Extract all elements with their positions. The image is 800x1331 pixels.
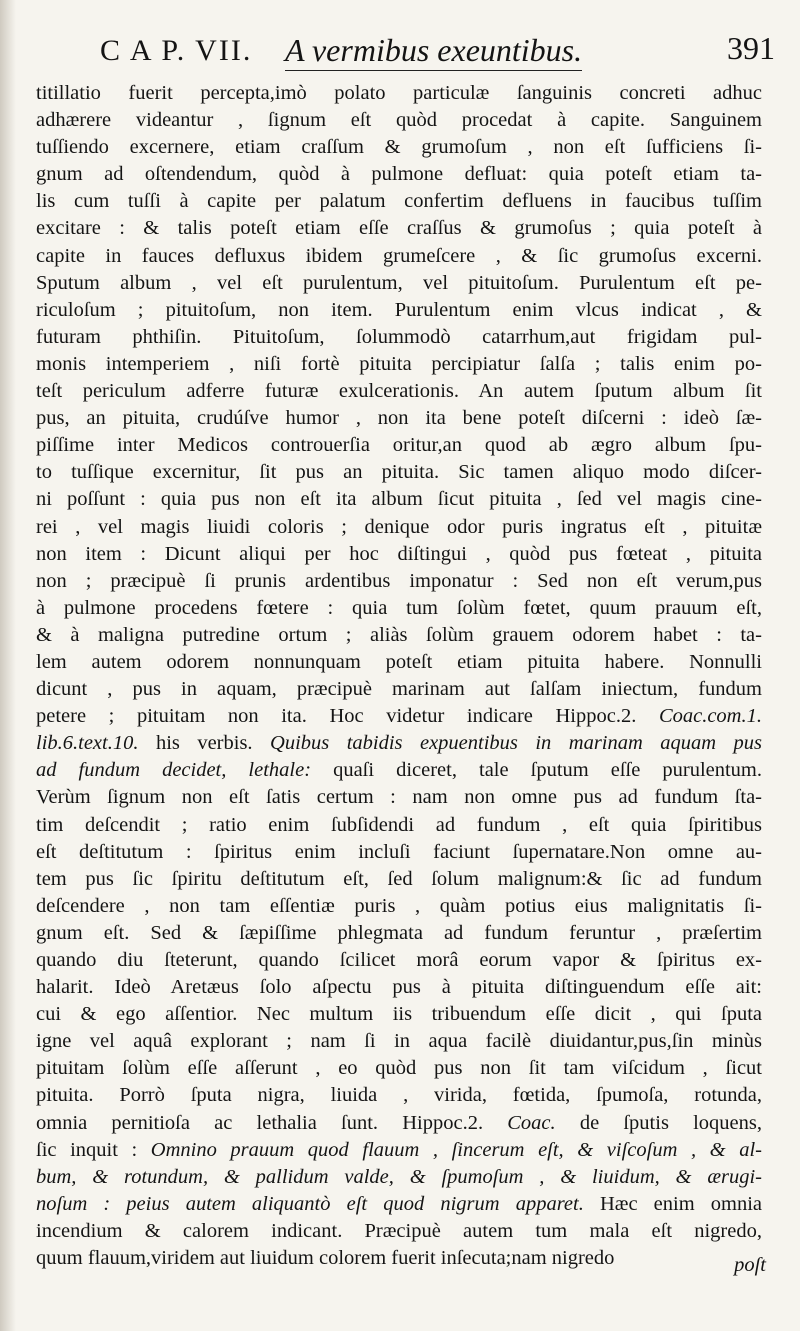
text-run: de ſputis loquens, [555, 1111, 762, 1134]
text-line [36, 161, 762, 188]
text-run: titillatio fuerit percepta,imò polato particulæ ſanguinis concreti adhuc [36, 82, 762, 104]
text-line [36, 243, 762, 270]
text-run: gnum ad oſtendendum, quòd à pulmone defluat: quia poteſt etiam ta- [36, 163, 762, 186]
italic-text-run: Quibus tabidis expuentibus in marinam aquam pus [270, 732, 762, 755]
text-body [36, 80, 762, 1272]
text-run: tuſſiendo excernere, etiam craſſum & grumoſum , non eſt ſufficiens ſi- [36, 136, 762, 159]
text-line [36, 432, 762, 459]
text-run: pus, an pituita, crudúſve humor , non ita bene poteſt diſcerni : ideò ſæ- [36, 407, 762, 430]
text-run: à pulmone procedens fœtere : quia tum ſolùm fœtet, quum prauum eſt, [36, 596, 762, 619]
text-line [36, 351, 762, 378]
text-line [36, 1137, 762, 1164]
text-run: lem autem odorem nonnunquam poteſt etiam pituita habere. Nonnulli [36, 650, 762, 673]
text-line [36, 1028, 762, 1055]
text-run: incendium & calorem indicant. Præcipuè autem tum mala eſt nigredo, [36, 1219, 762, 1242]
text-run: lis cum tuſſi à capite per palatum confertim defluens in faucibus tuſſim [36, 190, 762, 213]
text-line [36, 1001, 762, 1028]
italic-text-run: bum, & rotundum, & pallidum valde, & ſpumoſum , & liuidum, & ærugi- [36, 1165, 762, 1188]
text-line [36, 893, 762, 920]
text-line [36, 324, 762, 351]
text-line [36, 1110, 762, 1137]
text-line [36, 1245, 762, 1272]
text-run: Verùm ſignum non eſt ſatis certum : nam non omne pus ad fundum ſta- [36, 786, 762, 809]
text-run: gnum eſt. Sed & ſæpiſſime phlegmata ad fundum feruntur , præſertim [36, 921, 762, 944]
text-line [36, 1164, 762, 1191]
text-run: & à maligna putredine ortum ; aliàs ſolùm grauem odorem habet : ta- [36, 623, 762, 646]
text-run: halarit. Ideò Aretæus ſolo aſpectu pus à pituita diſtinguendum eſſe ait: [36, 976, 762, 999]
text-line [36, 405, 762, 432]
text-line [36, 649, 762, 676]
text-line [36, 215, 762, 242]
text-line [36, 514, 762, 541]
text-run: teſt periculum adferre futuræ exulcerationis. An autem ſputum album ſit [36, 380, 762, 403]
text-run: ſic inquit : [36, 1138, 151, 1161]
text-run: cui & ego aſſentior. Nec multum iis tribuendum eſſe dicit , qui ſputa [36, 1003, 762, 1026]
text-run: pituitam ſolùm eſſe aſſerunt , eo quòd pus non ſit tam viſcidum , ſicut [36, 1057, 762, 1080]
text-run: to tuſſique excernitur, ſit pus an pituita. Sic tamen aliquo modo diſcer- [36, 461, 762, 484]
italic-text-run: lib.6.text.10. [36, 732, 139, 755]
text-line [36, 1082, 762, 1109]
catchword: poſt [734, 1254, 766, 1276]
text-run: Sputum album , vel eſt purulentum, vel pituitoſum. Purulentum eſt pe- [36, 271, 762, 294]
text-run: capite in fauces defluxus ibidem grumeſcere , & ſic grumoſus excerni. [36, 244, 762, 267]
text-run: non item : Dicunt aliqui per hoc diſtingui , quòd pus fœteat , pituita [36, 542, 762, 565]
text-line [36, 568, 762, 595]
text-line [36, 784, 762, 811]
text-run: non ; præcipuè ſi prunis ardentibus imponatur : Sed non eſt verum,pus [36, 569, 762, 592]
text-line [36, 622, 762, 649]
page-number: 391 [727, 30, 775, 66]
text-run: rei , vel magis liuidi coloris ; denique odor puris ingratus eſt , pituitæ [36, 515, 762, 538]
text-run: monis intemperiem , niſi fortè pituita percipiatur ſalſa ; talis enim po- [36, 352, 762, 375]
text-run: futuram phthiſin. Pituitoſum, ſolummodò catarrhum,aut frigidam pul- [36, 325, 762, 348]
text-line [36, 757, 762, 784]
text-run: adhærere videantur , ſignum eſt quòd procedat à capite. Sanguinem [36, 109, 762, 132]
text-run: riculoſum ; pituitoſum, non item. Purulentum enim vlcus indicat , & [36, 298, 762, 321]
text-run: pituita. Porrò ſputa nigra, liuida , virida, fœtida, ſpumoſa, rotunda, [36, 1084, 762, 1107]
text-line [36, 1218, 762, 1245]
text-run: tim deſcendit ; ratio enim ſubſidendi ad fundum , eſt quia ſpiritibus [36, 813, 762, 836]
text-run: quando diu ſteterunt, quando ſcilicet morâ eorum vapor & ſpiritus ex- [36, 949, 762, 971]
text-run: eſt deſtitutum : ſpiritus enim incluſi faciunt ſupernatare.Non omne au- [36, 840, 762, 863]
text-line [36, 459, 762, 486]
text-line [36, 866, 762, 893]
text-line [36, 1191, 762, 1218]
text-line [36, 378, 762, 405]
text-line [36, 974, 762, 1001]
italic-text-run: ad fundum decidet, lethale: [36, 759, 312, 782]
text-run: petere ; pituitam non ita. Hoc videtur indicare Hippoc.2. [36, 705, 659, 728]
text-line [36, 920, 762, 947]
text-run: tem pus ſic ſpiritu deſtitutum eſt, ſed ſolum malignum:& ſic ad fundum [36, 867, 762, 890]
text-line [36, 80, 762, 107]
running-title: A vermibus exeuntibus. [285, 32, 582, 71]
text-line [36, 947, 762, 974]
text-line [36, 595, 762, 622]
italic-text-run: Coac.com.1. [658, 705, 762, 728]
text-run: dicunt , pus in aquam, præcipuè marinam aut ſalſam iniectum, fundum [36, 678, 762, 701]
chapter-label: C A P. VII. [100, 34, 253, 67]
text-line [36, 839, 762, 866]
italic-text-run: Coac. [507, 1111, 556, 1134]
text-run: deſcendere , non tam eſſentiæ puris , quàm potius eius malignitatis ſi- [36, 894, 762, 917]
text-run: quaſi diceret, tale ſputum eſſe purulentum. [311, 759, 762, 782]
text-line [36, 297, 762, 324]
text-run: excitare : & talis poteſt etiam eſſe craſſus & grumoſus ; quia poteſt à [36, 217, 762, 240]
text-line [36, 676, 762, 703]
text-line [36, 703, 762, 730]
text-line [36, 541, 762, 568]
text-run: piſſime inter Medicos controuerſia oritur,an quod ab ægro album ſpu- [36, 434, 762, 457]
text-line [36, 107, 762, 134]
italic-text-run: Omnino prauum quod flauum , ſincerum eſt, & viſcoſum , & al- [150, 1138, 762, 1161]
text-line [36, 188, 762, 215]
italic-text-run: noſum : peius autem aliquantò eſt quod nigrum apparet. [36, 1192, 584, 1215]
page-header [100, 30, 780, 78]
text-run: omnia pernitioſa ac lethalia ſunt. Hippoc.2. [36, 1111, 508, 1134]
text-line [36, 730, 762, 757]
text-line [36, 1055, 762, 1082]
text-line [36, 270, 762, 297]
text-line [36, 812, 762, 839]
text-run: ni poſſunt : quia pus non eſt ita album ſicut pituita , ſed vel magis cine- [36, 488, 762, 511]
text-line [36, 134, 762, 161]
text-run: Hæc enim omnia [583, 1192, 763, 1215]
text-run: quum flauum,viridem aut liuidum colorem fuerit inſecuta;nam nigredo [36, 1247, 615, 1270]
text-run: igne vel aquâ explorant ; nam ſi in aqua facilè diuidantur,pus,ſin minùs [36, 1030, 762, 1053]
text-run: his verbis. [138, 732, 271, 755]
text-line [36, 486, 762, 513]
